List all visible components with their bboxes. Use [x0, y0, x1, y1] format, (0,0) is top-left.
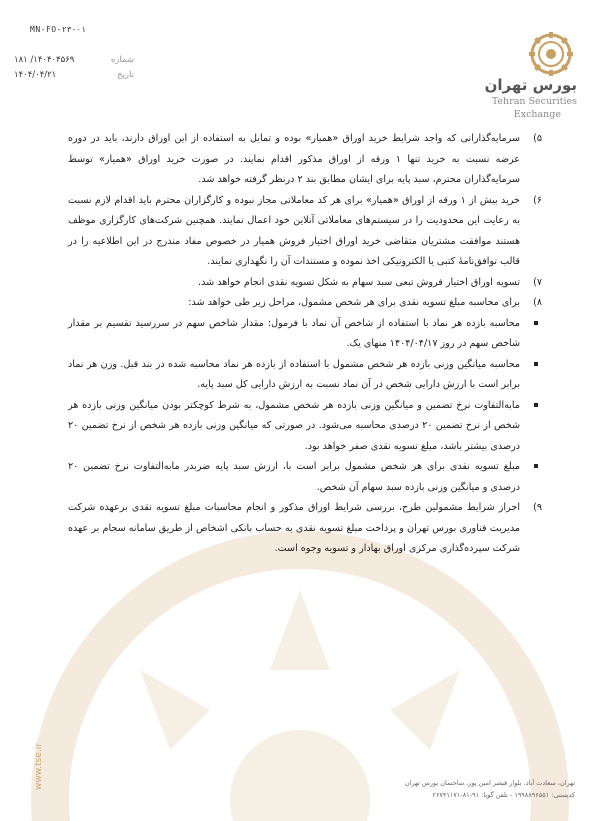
form-code: MN-FO-۲۳-۰۱ — [30, 25, 86, 34]
list-item: مابه‌التفاوت نرخ تضمین و میانگین وزنی بازده هر شخص مشمول، به شرط کوچکتر بودن میانگین وزنی بازده هر شخص از نرخ تضمین ۲۰ درصدی محاسبه می‌شود. در صورتی که میانگین وزنی بازده هر شخص از نرخ تضمین ۲۰ درصدی بیشتر باشد، مبلغ تسویه نقدی صفر خواهد بود. — [68, 396, 542, 458]
letter-number: ۱۸۱ /۱۴۰۴۰۴۵۶۹ — [14, 54, 75, 65]
clause-number: (۷ — [533, 276, 542, 288]
footer-address — [275, 777, 575, 801]
clause-text: احراز شرایط مشمولین طرح، بررسی شرایط اوراق مذکور و انجام محاسبات مبلغ تسویه نقدی برعهده شرکت مدیریت فناوری بورس تهران و پرداخت مبلغ تسویه نقدی به حساب بانکی اشخاص از طریق سامانه سجام بر عهده شرکت سپرده‌گذاری مرکزی اوراق بهادار و تسویه وجوه است. — [68, 502, 520, 554]
footer-website[interactable] — [34, 680, 48, 790]
clause-6 — [68, 191, 542, 273]
contact-line: کدپستی: ۱۹۹۸۸۹۶۵۵۱ - تلفن گویا: ۹۱-۸۱-۲۶۷۴۱۱۷۱ — [432, 791, 575, 799]
clause-8 — [68, 293, 542, 314]
clause-text: خرید بیش از ۱ ورقه از اوراق «همیار» برای هر کد معاملاتی مجاز نبوده و کارگزاران محترم باید اقدام لازم نسبت به رعایت این محدودیت را در سیستم‌های معاملاتی آنلاین خود اعمال نمایند. همچنین شرکت‌های کارگزاری موظف هستند موافقت مشتریان متقاضی خرید اوراق اختیار فروش همیار در خصوص مفاد مندرج در این اطلاعیه را در قالب توافق‌نامهٔ کتبی یا الکترونیکی اخذ نموده و مستندات آن را نگهداری نمایند. — [68, 194, 520, 267]
website-link[interactable]: www.tse.ir — [34, 743, 44, 790]
logo-name-en-line1: Tehran Securities — [491, 96, 577, 107]
letter-body — [68, 129, 542, 560]
letter-date-row — [14, 67, 134, 82]
clause-number: (۸ — [533, 297, 542, 308]
logo-name-fa: بورس تهران — [484, 76, 577, 94]
list-item: محاسبه میانگین وزنی بازده هر شخص مشمول با استفاده از بازده هر نماد محاسبه شده در بند قبل. وزن هر نماد برابر است با ارزش دارایی شخص در آن نماد نسبت به ارزش دارایی کل سبد پایه. — [68, 355, 542, 396]
clause-5 — [68, 129, 542, 191]
clause-text: سرمایه‌گذارانی که واجد شرایط خرید اوراق «همیار» بوده و تمایل به استفاده از این اوراق دارند، باید در دوره عرضه نسبت به خرید تنها ۱ ورقه از اوراق مذکور اقدام نمایند. در صورت خرید اوراق «همیار» توسط سرمایه‌گذاران محترم، سبد پایه برای ایشان مطابق بند ۲ درنظر گرفته خواهد شد. — [68, 133, 520, 185]
letter-date: ۱۴۰۴/۰۴/۲۱ — [14, 69, 57, 80]
letter-number-row — [14, 52, 134, 67]
tse-emblem-icon — [447, 32, 579, 78]
letter-meta — [14, 52, 134, 82]
clause-number: (۵ — [533, 133, 542, 144]
clause-number: (۶ — [533, 194, 542, 206]
clause-text: برای محاسبه مبلغ تسویه نقدی برای هر شخص مشمول، مراحل زیر طی خواهد شد: — [188, 297, 520, 308]
clause-9 — [68, 498, 542, 560]
list-item: مبلغ تسویه نقدی برای هر شخص مشمول برابر است با، ارزش سبد پایه ضربدر مابه‌التفاوت نرخ تضمین ۲۰ درصدی و میانگین وزنی بازده سبد سهام آن شخص. — [68, 457, 542, 498]
clause-7 — [68, 273, 542, 294]
tse-logo — [447, 32, 579, 124]
clause-number: (۹ — [533, 502, 542, 513]
list-item: محاسبه بازده هر نماد با استفاده از شاخص آن نماد با فرمول: مقدار شاخص سهم در سررسید تقسیم بر مقدار شاخص سهم در روز ۱۴۰۴/۰۴/۱۷ منهای یک. — [68, 314, 542, 355]
letter-date-label: تاریخ — [117, 69, 134, 80]
letter-number-label: شماره — [110, 54, 134, 65]
clause-8-steps — [68, 314, 542, 499]
clause-text: تسویه اوراق اختیار فروش تبعی سبد سهام به شکل تسویه نقدی انجام خواهد شد. — [198, 276, 520, 288]
logo-name-en-line2: Exchange — [513, 109, 561, 120]
address-line: تهران، سعادت آباد، بلوار قیصر امین پور، ساختمان بورس تهران — [404, 779, 575, 787]
